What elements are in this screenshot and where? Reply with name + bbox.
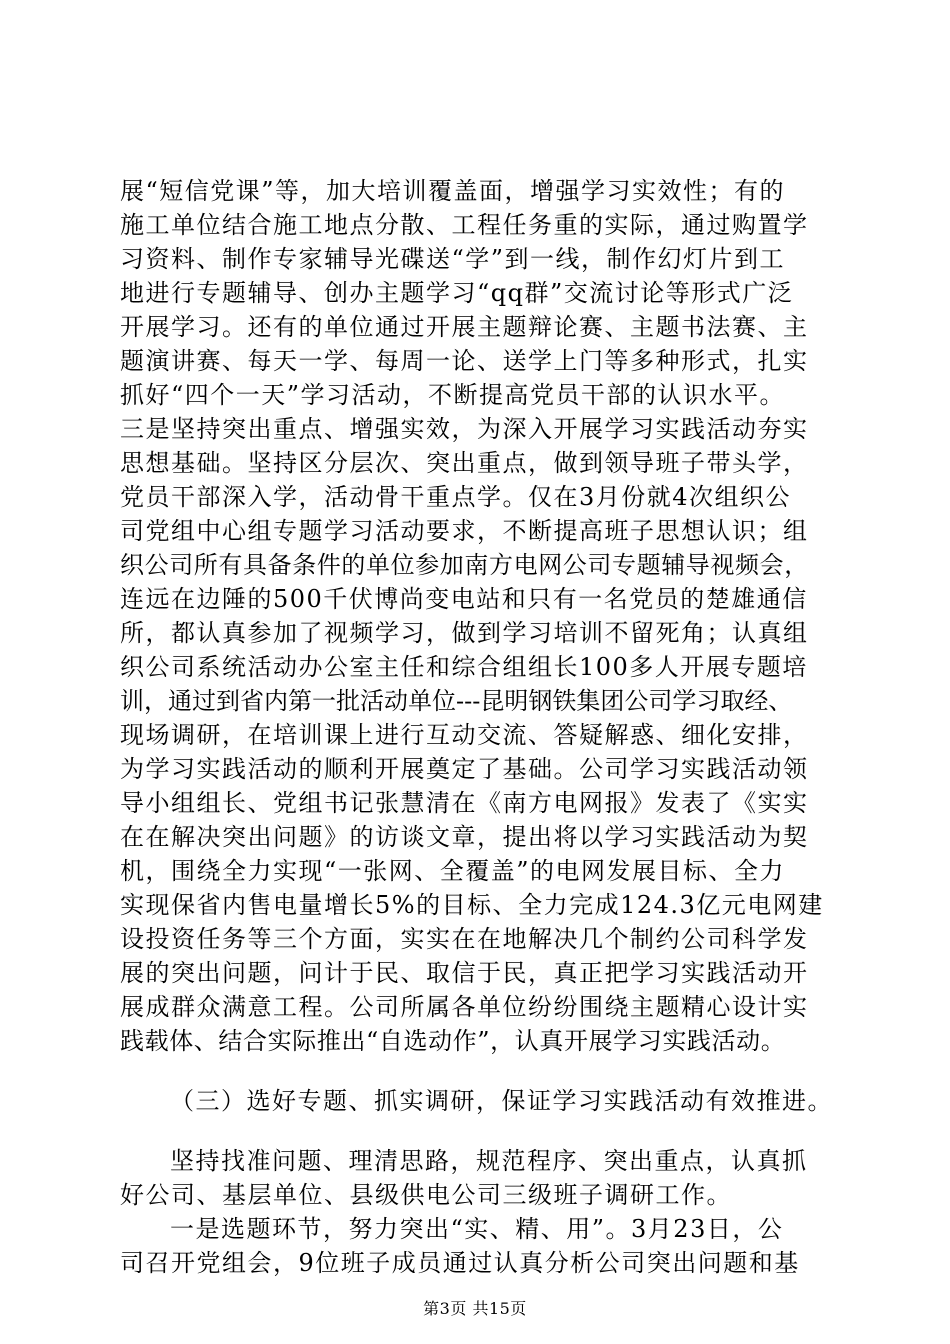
body-line: 好公司、基层单位、县级供电公司三级班子调研工作。 — [120, 1181, 732, 1209]
body-line: 展“短信党课”等，加大培训覆盖面，增强学习实效性；有的 — [120, 177, 786, 205]
body-line: 导小组组长、党组书记张慧清在《南方电网报》发表了《实实 — [120, 789, 809, 817]
section-heading: （三）选好专题、抓实调研，保证学习实践活动有效推进。 — [170, 1087, 833, 1115]
body-line: 展的突出问题，问计于民、取信于民，真正把学习实践活动开 — [120, 959, 809, 987]
body-line: 地进行专题辅导、创办主题学习“qq群”交流讨论等形式广泛 — [120, 279, 794, 307]
body-line: 一是选题环节，努力突出“实、精、用”。3月23日，公 — [170, 1215, 784, 1243]
body-line: 连远在边陲的500千伏博尚变电站和只有一名党员的楚雄通信 — [120, 585, 808, 613]
body-line: 现场调研，在培训课上进行互动交流、答疑解惑、细化安排， — [120, 721, 809, 749]
body-line: 为学习实践活动的顺利开展奠定了基础。公司学习实践活动领 — [120, 755, 809, 783]
body-line: 题演讲赛、每天一学、每周一论、送学上门等多种形式，扎实 — [120, 347, 809, 375]
body-line: 在在解决突出问题》的访谈文章，提出将以学习实践活动为契 — [120, 823, 809, 851]
body-line: 党员干部深入学，活动骨干重点学。仅在3月份就4次组织公 — [120, 483, 792, 511]
body-line: 机，围绕全力实现“一张网、全覆盖”的电网发展目标、全力 — [120, 857, 786, 885]
body-line: 训，通过到省内第一批活动单位---昆明钢铁集团公司学习取经、 — [120, 687, 793, 715]
body-line: 织公司系统活动办公室主任和综合组组长100多人开展专题培 — [120, 653, 808, 681]
body-line: 开展学习。还有的单位通过开展主题辩论赛、主题书法赛、主 — [120, 313, 809, 341]
body-line: 施工单位结合施工地点分散、工程任务重的实际，通过购置学 — [120, 211, 809, 239]
body-line: 展成群众满意工程。公司所属各单位纷纷围绕主题精心设计实 — [120, 993, 809, 1021]
body-line: 思想基础。坚持区分层次、突出重点，做到领导班子带头学， — [120, 449, 809, 477]
body-line: 所，都认真参加了视频学习，做到学习培训不留死角；认真组 — [120, 619, 809, 647]
body-line: 抓好“四个一天”学习活动，不断提高党员干部的认识水平。 — [120, 381, 786, 409]
body-line: 三是坚持突出重点、增强实效，为深入开展学习实践活动夯实 — [120, 415, 809, 443]
body-line: 设投资任务等三个方面，实实在在地解决几个制约公司科学发 — [120, 925, 809, 953]
body-line: 司召开党组会，9位班子成员通过认真分析公司突出问题和基 — [120, 1249, 800, 1277]
page-number-footer: 第3页 共15页 — [423, 1299, 527, 1318]
body-line: 司党组中心组专题学习活动要求，不断提高班子思想认识；组 — [120, 517, 809, 545]
body-line: 织公司所有具备条件的单位参加南方电网公司专题辅导视频会， — [120, 551, 809, 579]
body-line: 习资料、制作专家辅导光碟送“学”到一线，制作幻灯片到工 — [120, 245, 786, 273]
body-line: 实现保省内售电量增长5%的目标、全力完成124.3亿元电网建 — [120, 891, 824, 919]
body-line: 坚持找准问题、理清思路，规范程序、突出重点，认真抓 — [170, 1147, 808, 1175]
body-line: 践载体、结合实际推出“自选动作”，认真开展学习实践活动。 — [120, 1027, 786, 1055]
